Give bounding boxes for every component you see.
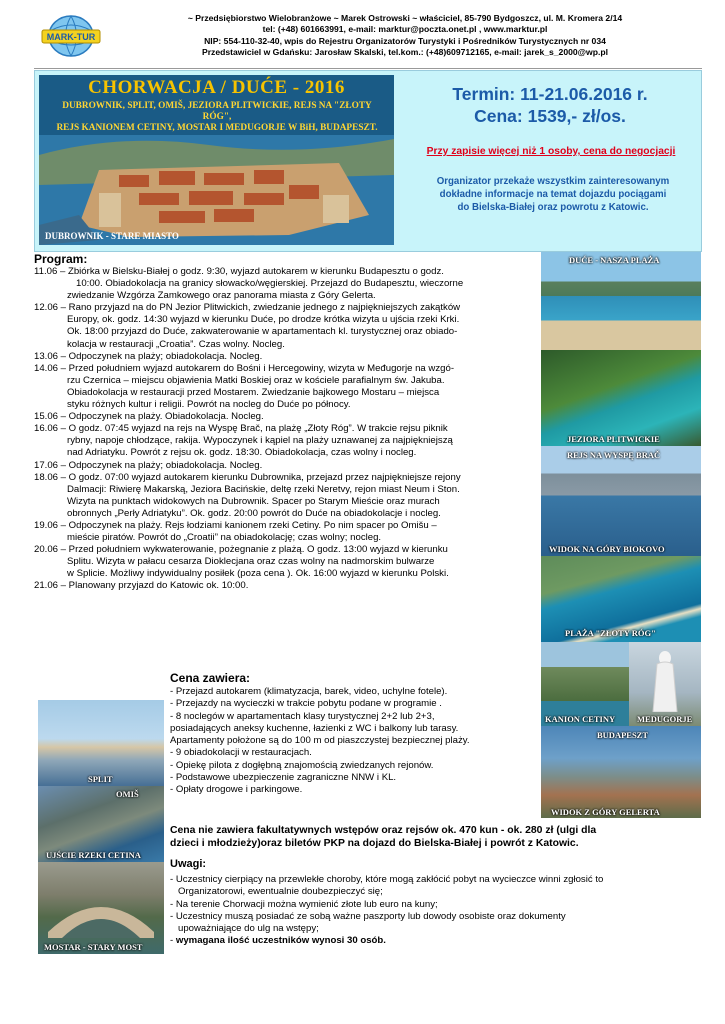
program-day	[34, 411, 536, 423]
program-line: Obiadokolacja w restauracji przed Mostarem. Zwiedzanie bajkowego Mostaru – miejsca	[67, 386, 440, 398]
photo-caption: DUĆE - NASZA PLAŻA	[569, 255, 660, 265]
program-line: 16.06 – O godz. 07:45 wyjazd na rejs na Wyspę Brač, na plażę „Złoty Róg”. W trakcie rejsu piknik	[34, 423, 448, 435]
program-line: Europy, ok. godz. 14:30 wyjazd w kierunku Duće, po drodze krótka wizyta u ujścia rzeki Krki.	[67, 314, 460, 326]
photo-zlatni-rat	[541, 556, 701, 642]
program-line: zwiedzanie Wzgórza Zamkowego oraz panorama miasta z Góry Gelerta.	[67, 290, 376, 302]
dates-and-price	[405, 83, 695, 127]
price-excludes-line: dzieci i młodzieży)oraz biletów PKP na dojazd do Bielska-Białej i powrót z Katowic.	[170, 838, 579, 850]
program-line: 18.06 – O godz. 07:00 wyjazd autokarem kierunku Dubrownika, przejazd przez najpiękniejsze rejony	[34, 471, 461, 483]
list-item: - Przejazdy na wycieczki w trakcie pobytu podane w programie .	[170, 698, 442, 710]
program-day	[34, 580, 536, 592]
list-item: posiadających aneksy kuchenne, łazienki z WC i balkony lub tarasy.	[170, 722, 459, 734]
list-item: upoważniające do ulg na wstępy;	[178, 923, 319, 935]
remarks-list	[170, 874, 690, 948]
list-item: Apartamenty położone są do 100 m od piaszczystej bezpiecznej plaży.	[170, 735, 470, 747]
photo-budapest	[541, 726, 701, 818]
program-line: Dalmacji: Riwierę Makarską, Jeziora Bacińskie, deltę rzeki Neretvy, rejon miast Neum i Ston.	[67, 483, 460, 495]
organizer-note-line: do Bielska-Białej oraz powrotu z Katowic.	[457, 202, 649, 213]
program-day	[34, 302, 536, 350]
program-day	[34, 472, 536, 520]
photo-caption: BUDAPESZT	[597, 730, 649, 740]
list-item: - Opiekę pilota z dogłębną znajomością zwiedzanych rejonów.	[170, 759, 434, 771]
banner-title: CHORWACJA / DUĆE - 2016	[88, 77, 345, 98]
list-item: - Uczestnicy muszą posiadać ze sobą ważne paszporty lub dowody osobiste oraz dokumenty	[170, 910, 566, 922]
banner-subtitle-line: REJS KANIONEM CETINY, MOSTAR I MEDUGORJE W BiH, BUDAPESZT.	[56, 123, 378, 133]
photo-omis-cetina	[38, 786, 164, 862]
list-bullet: -	[170, 935, 176, 947]
program-line: obronnych „Perły Adriatyku”. Ok. godz. 20:00 powrót do Duće na obiadokolacje i nocleg.	[67, 507, 441, 519]
photo-caption: WIDOK NA GÓRY BIOKOVO	[549, 544, 665, 554]
photo-caption: UJŚCIE RZEKI CETINA	[46, 850, 141, 860]
program-line: styku różnych kultur i religii. Powrót na nocleg do Duće po północy.	[67, 399, 351, 411]
program-line: 14.06 – Przed południem wyjazd autokarem do Bośni i Hercegowiny, wizyta w Međugorje na wzgó-	[34, 362, 455, 374]
min-participants-note: wymagana ilość uczestników wynosi 30 osób.	[175, 935, 386, 947]
photo-caption: JEZIORA PLITWICKIE	[567, 434, 660, 444]
program-line: mieście piratów. Powrót do „Croatii” na obiadokolację; czas wolny; nocleg.	[67, 532, 382, 544]
photo-caption: PLAŻA "ZŁOTY RÓG"	[565, 628, 656, 638]
company-details	[108, 13, 702, 59]
program-line: 11.06 – Zbiórka w Bielsku-Białej o godz. 9:30, wyjazd autokarem w kierunku Budapesztu o godz.	[34, 266, 444, 277]
program-day	[34, 460, 536, 472]
statue-shape	[651, 650, 679, 712]
list-item: - Opłaty drogowe i parkingowe.	[170, 784, 303, 796]
program-line: kolacja w restauracji „Croatia”. Czas wolny. Nocleg.	[67, 338, 285, 350]
program-day	[34, 351, 536, 363]
contact-line: tel: (+48) 601663991, e-mail: marktur@poczta.onet.pl , www.marktur.pl	[262, 24, 548, 35]
photo-beach	[541, 252, 701, 350]
photo-caption: MOSTAR - STARY MOST	[44, 942, 143, 952]
representative-line: Przedstawiciel w Gdańsku: Jarosław Skalski, tel.kom.: (+48)609712165, e-mail: jarek_s_2000@wp.pl	[201, 47, 609, 58]
program-line: 19.06 – Odpoczynek na plaży. Rejs łodziami kanionem rzeki Cetiny. Po nim spacer po Omišu –	[34, 519, 437, 531]
list-item: - Na terenie Chorwacji można wymienić złote lub euro na kuny;	[170, 898, 438, 910]
organizer-note	[413, 175, 693, 214]
offer-summary-box	[34, 70, 702, 252]
program-line: w Splicie. Możliwy indywidualny posiłek (poza cena ). Ok. 16:00 wyjazd w kierunku Polski.	[67, 568, 449, 580]
photo-cetina-canyon	[541, 642, 629, 726]
title-banner	[39, 75, 394, 245]
trip-price: Cena: 1539,- zł/os.	[474, 106, 626, 126]
registry-line: NIP: 554-110-32-40, wpis do Rejestru Organizatorów Turystyki i Pośredników Turystycznych nr 034	[204, 35, 606, 46]
program-line: rybny, napoje chłodzące, rakija. Wypoczynek i kąpiel na plaży uznawanej za najpiękniejszą	[67, 435, 453, 447]
program-day	[34, 544, 536, 580]
program-line: Ok. 18:00 przyjazd do Duće, zakwaterowanie w apartamentach kl. turystycznej oraz obiado-	[67, 326, 458, 338]
photo-mostar	[38, 862, 164, 954]
price-excludes-note	[170, 824, 680, 851]
list-item: - Podstawowe ubezpieczenie zagraniczne NNW i KL.	[170, 772, 397, 784]
photo-caption: WIDOK Z GÓRY GELERTA	[551, 807, 660, 817]
banner-subtitle-line: DUBROWNIK, SPLIT, OMIŠ, JEZIORA PLITWICKIE, REJS NA "ZŁOTY RÓG",	[62, 101, 372, 122]
photo-caption: REJS NA WYSPĘ BRAČ	[567, 450, 661, 460]
program-day	[34, 423, 536, 459]
program-line: nad Adriatyku. Powrót z rejsu ok. godz. 18:30. Obiadokolacja, czas wolny i nocleg.	[67, 447, 417, 459]
program-line: 13.06 – Odpoczynek na plaży; obiadokolacja. Nocleg.	[34, 350, 263, 362]
list-item: - 9 obiadokolacji w restauracjach.	[170, 747, 312, 759]
list-item: - Uczestnicy cierpiący na przewlekłe choroby, które mogą zakłócić pobyt na wycieczce winni zgłosić to	[170, 874, 604, 885]
program-line: 21.06 – Planowany przyjazd do Katowic ok. 10:00.	[34, 580, 249, 592]
program-line: Splitu. Wizyta w pałacu cesarza Dioklecjana oraz czas wolny na nadmorskim bulwarze	[67, 556, 435, 568]
program-line: Wizyta na punktach widokowych na Dubrownik. Spacer po Starym Mieście oraz murach	[67, 495, 440, 507]
company-logo	[40, 14, 102, 62]
list-item	[170, 935, 690, 947]
program-list	[34, 266, 536, 593]
program-line: 10:00. Obiadokolacja na granicy słowacko/węgierskiej. Przejazd do Budapesztu, wieczorne	[76, 278, 464, 290]
program-line: rzu Czernica – miejscu objawienia Matki Boskiej oraz w kościele parafialnym św. Jakuba.	[67, 374, 445, 386]
photo-caption: OMIŠ	[116, 789, 139, 799]
list-item: - 8 noclegów w apartamentach klasy turystycznej 2+2 lub 2+3,	[170, 710, 435, 722]
price-includes-list	[170, 686, 530, 797]
program-line: 12.06 – Rano przyjazd na do PN Jezior Plitwickich, zwiedzanie jednego z najpiękniejszych zakątków	[34, 302, 461, 314]
photo-caption: KANION CETINY	[545, 714, 616, 724]
program-day	[34, 520, 536, 544]
photo-split	[38, 700, 164, 786]
photo-brac-cruise	[541, 446, 701, 556]
program-line: 15.06 – Odpoczynek na plaży. Obiadokolacja. Nocleg.	[34, 411, 264, 423]
company-name-line: ~ Przedsiębiorstwo Wielobranżowe ~ Marek Ostrowski ~ właściciel, 85-790 Bydgoszcz, ul. M. Kromera 2/14	[187, 13, 623, 23]
remarks-heading: Uwagi:	[170, 858, 207, 870]
organizer-note-line: dokładne informacje na temat dojazdu pociągami	[439, 189, 667, 200]
trip-dates: Termin: 11-21.06.2016 r.	[452, 84, 648, 104]
price-includes-heading: Cena zawiera:	[170, 671, 251, 685]
bridge-shape	[38, 882, 164, 942]
photo-medjugorje	[629, 642, 701, 726]
banner-subtitle	[47, 101, 387, 134]
list-item: Organizatorowi, ewentualnie doubezpieczyć się;	[178, 886, 383, 898]
organizer-note-line: Organizator przekaże wszystkim zainteresowanym	[436, 176, 670, 187]
photo-caption: MEDUGORJE	[637, 714, 693, 724]
negotiation-note: Przy zapisie więcej niż 1 osoby, cena do negocjacji	[426, 146, 676, 157]
list-item: - Przejazd autokarem (klimatyzacja, barek, video, uchylne fotele).	[170, 686, 448, 697]
banner-caption: DUBROWNIK - STARE MIASTO	[45, 231, 179, 241]
program-heading: Program:	[34, 252, 88, 266]
photo-caption: SPLIT	[88, 774, 113, 784]
program-line: 17.06 – Odpoczynek na plaży; obiadokolacja. Nocleg.	[34, 459, 263, 471]
photo-plitvice	[541, 350, 701, 446]
svg-text:MARK-TUR: MARK-TUR	[46, 32, 96, 42]
price-excludes-line: Cena nie zawiera fakultatywnych wstępów oraz rejsów ok. 470 kun - ok. 280 zł (ulgi dla	[170, 825, 597, 836]
program-day	[34, 363, 536, 411]
program-line: 20.06 – Przed południem wykwaterowanie, pożegnanie z plażą. O godz. 13:00 wyjazd w kierunku	[34, 544, 448, 556]
letterhead	[34, 10, 702, 69]
program-day	[34, 266, 536, 302]
